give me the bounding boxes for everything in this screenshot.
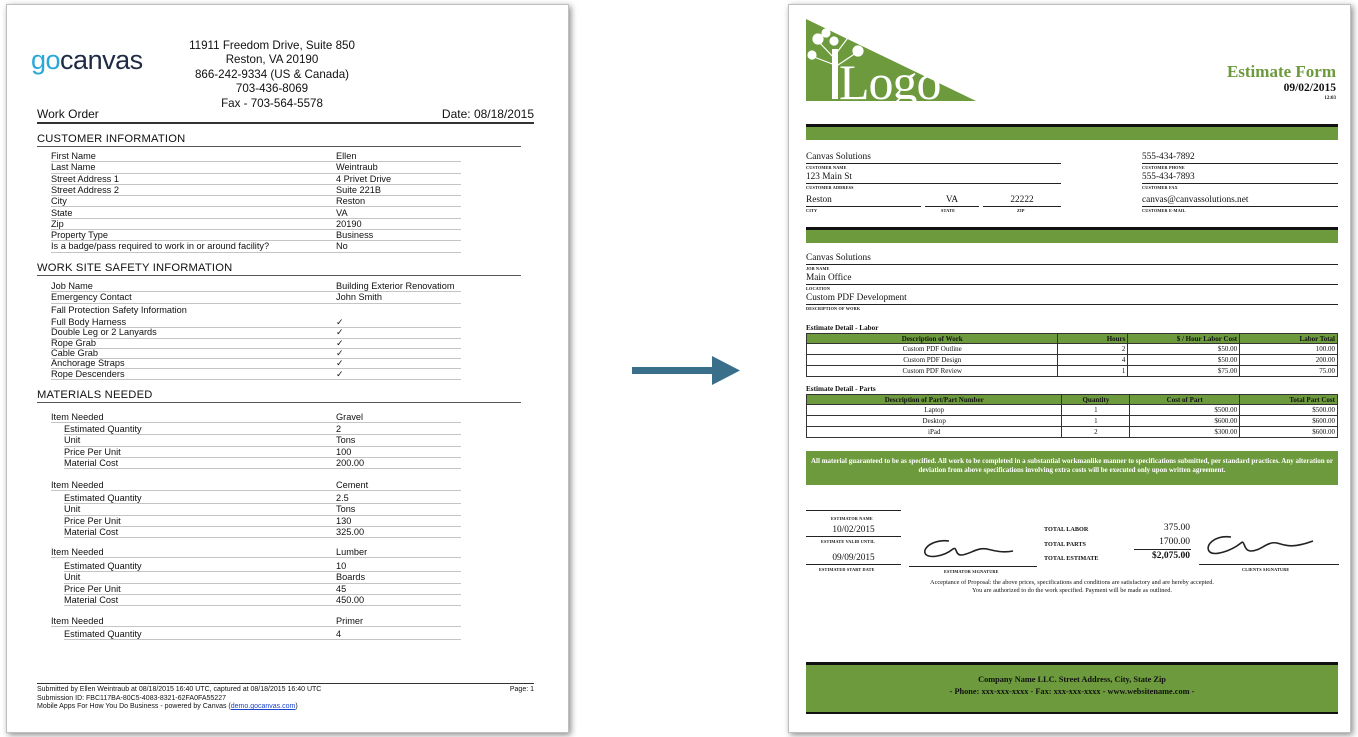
- job-location: Main Office: [806, 273, 1338, 285]
- gocanvas-demo-link[interactable]: demo.gocanvas.com: [230, 703, 296, 711]
- parts-table-title: Estimate Detail - Parts: [806, 385, 876, 393]
- estimate-form-page: Logo Estimate Form 09/02/2015 12:03 Canvas Solutions CUSTOMER NAME 123 Main St CUSTOMER ADDRESS Reston CITY VA STATE 22222 ZIP 555-434-7892 CUSTOMER PHONE 555-434-7893 CUSTOMER FAX canvas@canvassolutions.net CUSTOMER E-MAIL Canvas Solutions JOB NAME Main Office LOCATION Custom PDF Development DESCRIPTION OF WORK Estimate Detail - Labor Description of Work Hours $ / Hour Labor Cost Labor Total Custom PDF Outline 2 $50.00 100.00 Custom PDF Design 4 $50.00 200.00 Custom PDF Review 1 $75.00 75.00 Estimate Detail - Parts Description of Part/Part Number Quantity Cost of Part Total Part Cost Laptop 1 $500.00 $500.00 Desktop 1 $600.00 $600.00 iPad 2 $300.00 $600.00 All material guaranteed to be as specified. All work to be completed in a substantial workmanlike manner to specifications submitted, per standard practices. Any alteration or deviation from above specifications involving extra costs will be executed only upon written agreement. ESTIMATOR NAME 10/02/2015 ESTIMATE VALID UNTIL 09/09/2015 ESTIMATED START DATE ESTIMATOR SIGNATURE TOTAL LABOR 375.00 TOTAL PARTS 1700.00 TOTAL ESTIMATE $2,075.00 CLIENTS SIGNATURE Acceptance of Proposal: the above prices, specifications and conditions are satisfactory and are hereby accepted. You are authorized to do the work specified. Payment will be made as outlined. Company Name LLC. Street Address, City, State Zip - Phone: xxx-xxx-xxxx - Fax: xxx-xxx-xxxx - www.websitename.com -: [788, 4, 1351, 733]
- table-row: iPad 2 $300.00 $600.00: [807, 427, 1338, 438]
- form-row: Street Address 2 Suite 221B: [51, 185, 461, 196]
- acceptance-text: Acceptance of Proposal: the above prices, specifications and conditions are satisfactory and are hereby accepted. You are authorized to do the work specified. Payment will be made as outlined.: [930, 579, 1214, 594]
- table-row: Laptop 1 $500.00 $500.00: [807, 405, 1338, 416]
- material-item-row: Item Needed Lumber: [51, 547, 461, 558]
- form-row: Zip 20190: [51, 219, 461, 230]
- form-row: Estimated Quantity 10: [64, 561, 461, 572]
- estimate-time: 12:03: [1324, 96, 1336, 101]
- table-row: Custom PDF Outline 2 $50.00 100.00: [807, 344, 1338, 355]
- total-parts-value: 1700.00: [1159, 537, 1190, 547]
- form-row: First Name Ellen: [51, 151, 461, 162]
- total-estimate-label: TOTAL ESTIMATE: [1044, 555, 1099, 562]
- customer-info-heading: CUSTOMER INFORMATION: [37, 133, 521, 147]
- company-address: 11911 Freedom Drive, Suite 850 Reston, VA 20190 866-242-9334 (US & Canada) 703-436-8069 Fax - 703-564-5578: [189, 39, 355, 110]
- customer-city: Reston: [806, 195, 921, 207]
- form-row: Job Name Building Exterior Renovatiom: [51, 281, 461, 292]
- material-item-row: Item Needed Primer: [51, 616, 461, 627]
- form-row: Material Cost 325.00: [64, 527, 461, 538]
- form-row: Material Cost 200.00: [64, 458, 461, 469]
- check-icon: ✓: [336, 347, 344, 358]
- labor-header: Hours: [1058, 334, 1128, 344]
- material-item-row: Item Needed Cement: [51, 480, 461, 491]
- form-row: Rope Descenders ✓: [51, 369, 461, 380]
- form-row: Estimated Quantity 2: [64, 424, 461, 435]
- estimate-date: 09/02/2015: [1283, 82, 1336, 94]
- customer-zip: 22222: [983, 195, 1061, 207]
- form-row: Property Type Business: [51, 230, 461, 241]
- total-estimate-value: $2,075.00: [1152, 551, 1190, 561]
- section-divider: [806, 124, 1338, 140]
- customer-state: VA: [925, 195, 979, 207]
- labor-header: Labor Total: [1240, 334, 1338, 344]
- safety-info-heading: WORK SITE SAFETY INFORMATION: [37, 262, 521, 276]
- customer-fax: 555-434-7893: [1142, 172, 1338, 184]
- check-icon: ✓: [336, 368, 344, 379]
- form-row: Price Per Unit 130: [64, 516, 461, 527]
- work-order-date: Date: 08/18/2015: [441, 107, 534, 121]
- work-order-page: [6, 4, 569, 733]
- table-row: Custom PDF Design 4 $50.00 200.00: [807, 355, 1338, 366]
- arrow-right-icon: [632, 356, 740, 386]
- form-row: Rope Grab ✓: [51, 338, 461, 349]
- form-row: Anchorage Straps ✓: [51, 358, 461, 369]
- job-name: Canvas Solutions: [806, 253, 1338, 265]
- parts-header: Quantity: [1062, 395, 1130, 405]
- guarantee-notice: All material guaranteed to be as specified. All work to be completed in a substantial workmanlike manner to specifications submitted, per standard practices. Any alteration or deviation from above specifications involving extra costs will be executed only upon written agreement.: [806, 451, 1338, 485]
- form-row: Estimated Quantity 2.5: [64, 493, 461, 504]
- form-row: Price Per Unit 100: [64, 447, 461, 458]
- labor-header: $ / Hour Labor Cost: [1128, 334, 1240, 344]
- table-row: Desktop 1 $600.00 $600.00: [807, 416, 1338, 427]
- work-order-title: Work Order: [37, 107, 99, 121]
- form-row: Estimated Quantity 4: [64, 629, 461, 640]
- work-order-footer: Submitted by Ellen Weintraub at 08/18/2015 16:40 UTC, captured at 08/18/2015 16:40 UTC Page: 1 Submission ID: FBC117BA-80C5-4083-8321-62FA0FA55227 Mobile Apps For How You Do Business - powered by Canvas (demo.gocanvas.com): [37, 683, 534, 712]
- parts-header: Description of Part/Part Number: [807, 395, 1062, 405]
- form-row: Unit Tons: [64, 435, 461, 446]
- check-icon: ✓: [336, 317, 344, 327]
- estimate-valid-until: 10/02/2015: [806, 525, 901, 537]
- customer-email: canvas@canvassolutions.net: [1142, 195, 1338, 207]
- labor-table-title: Estimate Detail - Labor: [806, 324, 879, 332]
- form-row: Full Body Harness ✓: [51, 317, 461, 328]
- form-row: Cable Grab ✓: [51, 348, 461, 359]
- materials-heading: MATERIALS NEEDED: [37, 389, 521, 403]
- form-row: Fall Protection Safety Information: [51, 304, 187, 315]
- company-footer: Company Name LLC. Street Address, City, State Zip - Phone: xxx-xxx-xxxx - Fax: xxx-xxx-xxxx - www.websitename.com -: [806, 662, 1338, 714]
- labor-header: Description of Work: [807, 334, 1058, 344]
- form-row: Material Cost 450.00: [64, 595, 461, 606]
- work-description: Custom PDF Development: [806, 293, 1338, 305]
- form-row: Emergency Contact John Smith: [51, 292, 461, 303]
- gocanvas-logo: gocanvas: [31, 45, 143, 75]
- form-row: Unit Tons: [64, 504, 461, 515]
- material-item-row: Item Needed Gravel: [51, 412, 461, 423]
- form-row: Is a badge/pass required to work in or around facility? No: [51, 241, 461, 252]
- check-icon: ✓: [336, 337, 344, 348]
- client-signature-icon: [1201, 529, 1321, 561]
- page-number: Page: 1: [509, 686, 534, 693]
- check-icon: ✓: [336, 358, 344, 369]
- form-row: Price Per Unit 45: [64, 584, 461, 595]
- check-icon: ✓: [336, 327, 344, 338]
- customer-phone: 555-434-7892: [1142, 152, 1338, 164]
- logo-text: Logo: [839, 54, 941, 110]
- form-row: Street Address 1 4 Privet Drive: [51, 174, 461, 185]
- form-row: State VA: [51, 208, 461, 219]
- parts-header: Cost of Part: [1130, 395, 1240, 405]
- estimator-signature-icon: [917, 533, 1017, 565]
- estimated-start-date: 09/09/2015: [806, 553, 901, 565]
- total-labor-value: 375.00: [1163, 523, 1190, 533]
- table-row: Custom PDF Review 1 $75.00 75.00: [807, 366, 1338, 377]
- form-row: City Reston: [51, 196, 461, 207]
- section-divider: [806, 227, 1338, 243]
- customer-name: Canvas Solutions: [806, 152, 1061, 164]
- customer-address: 123 Main St: [806, 172, 1061, 184]
- total-labor-label: TOTAL LABOR: [1044, 526, 1089, 533]
- estimate-form-title: Estimate Form: [1226, 62, 1336, 81]
- form-row: Double Leg or 2 Lanyards ✓: [51, 327, 461, 338]
- work-order-header: [37, 105, 534, 124]
- labor-table: [806, 333, 1338, 377]
- total-parts-label: TOTAL PARTS: [1044, 541, 1086, 548]
- form-row: Unit Boards: [64, 572, 461, 583]
- parts-table: [806, 394, 1338, 438]
- form-row: Last Name Weintraub: [51, 162, 461, 173]
- parts-header: Total Part Cost: [1240, 395, 1338, 405]
